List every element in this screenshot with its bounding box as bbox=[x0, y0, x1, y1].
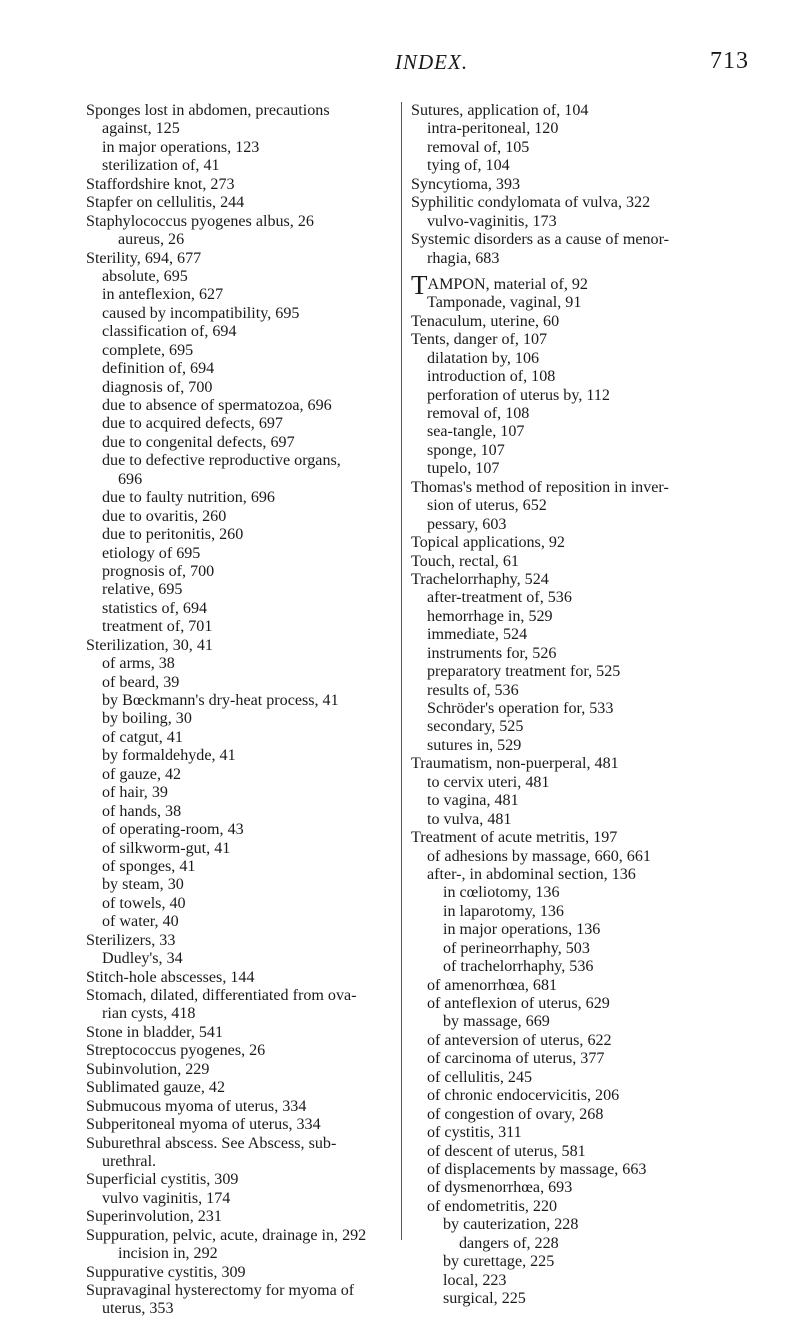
index-subentry: of cellulitis, 245 bbox=[427, 1068, 533, 1086]
index-subentry: of chronic endocervicitis, 206 bbox=[427, 1087, 620, 1105]
column-divider bbox=[401, 102, 402, 1240]
index-subentry: by boiling, 30 bbox=[102, 710, 192, 728]
index-subentry: of beard, 39 bbox=[102, 673, 180, 691]
index-subentry: vulvo vaginitis, 174 bbox=[102, 1189, 231, 1207]
index-subentry: of congestion of ovary, 268 bbox=[427, 1105, 604, 1123]
index-subentry: complete, 695 bbox=[102, 341, 194, 359]
index-subentry: due to defective reproductive organs, bbox=[102, 452, 341, 470]
index-subentry: removal of, 105 bbox=[427, 138, 530, 156]
index-subentry: of anteversion of uterus, 622 bbox=[427, 1031, 612, 1049]
index-subentry: urethral. bbox=[102, 1152, 157, 1170]
index-subentry: surgical, 225 bbox=[443, 1290, 526, 1307]
running-title: INDEX. bbox=[395, 50, 469, 74]
index-subentry: caused by incompatibility, 695 bbox=[102, 304, 300, 322]
index-entry: Treatment of acute metritis, 197 bbox=[411, 829, 618, 847]
index-subentry: due to congenital defects, 697 bbox=[102, 433, 295, 451]
index-subentry: of arms, 38 bbox=[102, 655, 175, 673]
index-subentry: dangers of, 228 bbox=[459, 1234, 559, 1252]
index-subentry: pessary, 603 bbox=[427, 515, 507, 533]
index-entry: Syncytioma, 393 bbox=[411, 175, 521, 193]
index-subentry: of gauze, 42 bbox=[102, 765, 182, 783]
index-subentry: of operating-room, 43 bbox=[102, 821, 244, 839]
index-subentry: rhagia, 683 bbox=[427, 249, 500, 267]
index-subentry: tying of, 104 bbox=[427, 157, 510, 175]
index-subentry: in laparotomy, 136 bbox=[443, 902, 564, 920]
index-entry: Staffordshire knot, 273 bbox=[86, 175, 235, 193]
index-subentry: sea-tangle, 107 bbox=[427, 423, 525, 441]
index-entry: Suppurative cystitis, 309 bbox=[86, 1263, 246, 1281]
index-subentry: of trachelorrhaphy, 536 bbox=[443, 958, 594, 976]
index-entry: Tents, danger of, 107 bbox=[411, 331, 548, 349]
index-subentry: instruments for, 526 bbox=[427, 644, 557, 662]
index-entry: Stapfer on cellulitis, 244 bbox=[86, 194, 245, 212]
index-subentry: against, 125 bbox=[102, 120, 180, 138]
index-subentry: of water, 40 bbox=[102, 913, 179, 931]
index-subentry: statistics of, 694 bbox=[102, 599, 208, 617]
index-subentry: in major operations, 123 bbox=[102, 138, 260, 156]
index-subentry: of towels, 40 bbox=[102, 894, 186, 912]
index-subentry: definition of, 694 bbox=[102, 360, 215, 378]
index-entry bbox=[411, 269, 741, 300]
index-subentry: incision in, 292 bbox=[118, 1245, 218, 1263]
index-entry: Thomas's method of reposition in inver- bbox=[411, 478, 669, 496]
index-entry: Traumatism, non-puerperal, 481 bbox=[411, 755, 619, 773]
index-subentry: dilatation by, 106 bbox=[427, 349, 540, 367]
index-entry: Superficial cystitis, 309 bbox=[86, 1171, 239, 1189]
index-subentry: perforation of uterus by, 112 bbox=[427, 386, 610, 404]
index-subentry: vulvo-vaginitis, 173 bbox=[427, 212, 557, 230]
index-entry: Stone in bladder, 541 bbox=[86, 1023, 224, 1041]
index-entry: Sponges lost in abdomen, precautions bbox=[86, 102, 330, 119]
page-header bbox=[0, 50, 800, 90]
index-subentry: diagnosis of, 700 bbox=[102, 378, 213, 396]
index-subentry: absolute, 695 bbox=[102, 267, 188, 285]
index-entry: Superinvolution, 231 bbox=[86, 1208, 222, 1226]
index-subentry: due to absence of spermatozoa, 696 bbox=[102, 397, 332, 414]
index-subentry: immediate, 524 bbox=[427, 626, 528, 644]
index-entry: Systemic disorders as a cause of menor- bbox=[411, 231, 669, 249]
index-subentry: etiology of 695 bbox=[102, 544, 201, 562]
index-subentry: Tamponade, vaginal, 91 bbox=[427, 294, 582, 312]
index-subentry: hemorrhage in, 529 bbox=[427, 607, 553, 625]
index-entry: Supravaginal hysterectomy for myoma of bbox=[86, 1282, 355, 1299]
index-subentry: Dudley's, 34 bbox=[102, 950, 183, 968]
index-entry: Syphilitic condylomata of vulva, 322 bbox=[411, 194, 651, 212]
index-entry: Touch, rectal, 61 bbox=[411, 552, 519, 570]
index-entry: Suppuration, pelvic, acute, drainage in, 292 bbox=[86, 1226, 367, 1244]
index-entry: Staphylococcus pyogenes albus, 26 bbox=[86, 212, 314, 230]
index-entry: Sutures, application of, 104 bbox=[411, 102, 589, 119]
index-entry: Trachelorrhaphy, 524 bbox=[411, 570, 549, 588]
index-subentry: classification of, 694 bbox=[102, 323, 237, 341]
index-subentry: introduction of, 108 bbox=[427, 368, 556, 386]
index-subentry: of cystitis, 311 bbox=[427, 1124, 522, 1142]
index-subentry: of displacements by massage, 663 bbox=[427, 1160, 647, 1178]
index-subentry: by formaldehyde, 41 bbox=[102, 747, 236, 765]
index-entry: Subperitoneal myoma of uterus, 334 bbox=[86, 1116, 321, 1134]
index-subentry: by cauterization, 228 bbox=[443, 1216, 579, 1234]
index-subentry: rian cysts, 418 bbox=[102, 1005, 196, 1023]
index-subentry: by curettage, 225 bbox=[443, 1253, 555, 1271]
index-subentry: after-, in abdominal section, 136 bbox=[427, 865, 636, 883]
index-entry: Sterility, 694, 677 bbox=[86, 249, 202, 267]
index-entry: Topical applications, 92 bbox=[411, 534, 565, 552]
index-subentry: local, 223 bbox=[443, 1271, 507, 1289]
index-subentry: results of, 536 bbox=[427, 681, 519, 699]
index-subentry: of anteflexion of uterus, 629 bbox=[427, 995, 610, 1012]
index-entry: Streptococcus pyogenes, 26 bbox=[86, 1042, 266, 1060]
index-entry: Sterilizers, 33 bbox=[86, 931, 176, 949]
index-subentry: due to acquired defects, 697 bbox=[102, 415, 283, 433]
index-subentry: due to faulty nutrition, 696 bbox=[102, 489, 275, 507]
index-entry: Sterilization, 30, 41 bbox=[86, 636, 213, 654]
index-subentry: in major operations, 136 bbox=[443, 921, 601, 939]
index-subentry: due to ovaritis, 260 bbox=[102, 507, 227, 525]
index-subentry: of sponges, 41 bbox=[102, 857, 196, 875]
index-subentry: due to peritonitis, 260 bbox=[102, 526, 244, 544]
index-subentry: of amenorrhœa, 681 bbox=[427, 976, 558, 994]
index-subentry: of carcinoma of uterus, 377 bbox=[427, 1050, 605, 1068]
index-subentry: prognosis of, 700 bbox=[102, 562, 215, 580]
index-subentry: of silkworm-gut, 41 bbox=[102, 839, 231, 857]
index-subentry: intra-peritoneal, 120 bbox=[427, 120, 559, 138]
page-number: 713 bbox=[710, 48, 749, 74]
index-subentry: after-treatment of, 536 bbox=[427, 589, 572, 607]
index-subentry: of hands, 38 bbox=[102, 802, 182, 820]
index-subentry: treatment of, 701 bbox=[102, 618, 213, 636]
index-subentry: sterilization of, 41 bbox=[102, 157, 220, 175]
index-subentry: removal of, 108 bbox=[427, 405, 530, 422]
index-column-left bbox=[86, 102, 416, 1319]
index-subentry: uterus, 353 bbox=[102, 1300, 174, 1318]
index-subentry: of dysmenorrhœa, 693 bbox=[427, 1179, 573, 1197]
index-subentry: aureus, 26 bbox=[118, 231, 185, 249]
index-subentry: tupelo, 107 bbox=[427, 460, 500, 478]
index-entry: Tenaculum, uterine, 60 bbox=[411, 312, 560, 330]
index-subentry: to cervix uteri, 481 bbox=[427, 773, 550, 791]
index-entry: Sublimated gauze, 42 bbox=[86, 1079, 225, 1097]
index-subentry: of descent of uterus, 581 bbox=[427, 1142, 586, 1160]
index-subentry: by Bœckmann's dry-heat process, 41 bbox=[102, 692, 339, 709]
index-entry: Submucous myoma of uterus, 334 bbox=[86, 1097, 307, 1115]
index-subentry: sponge, 107 bbox=[427, 441, 505, 459]
index-subentry: of adhesions by massage, 660, 661 bbox=[427, 847, 651, 865]
index-subentry: sion of uterus, 652 bbox=[427, 497, 547, 515]
index-entry-text: AMPON, material of, 92 bbox=[427, 275, 588, 293]
index-subentry: Schröder's operation for, 533 bbox=[427, 700, 614, 717]
index-subentry: preparatory treatment for, 525 bbox=[427, 663, 621, 681]
index-entry: Stitch-hole abscesses, 144 bbox=[86, 968, 255, 986]
index-subentry: in anteflexion, 627 bbox=[102, 286, 224, 304]
index-subentry: in cœliotomy, 136 bbox=[443, 884, 560, 902]
drop-cap-letter: T bbox=[411, 269, 428, 300]
index-subentry: relative, 695 bbox=[102, 581, 183, 599]
index-subentry: sutures in, 529 bbox=[427, 736, 522, 754]
index-subentry: of perineorrhaphy, 503 bbox=[443, 939, 590, 957]
index-subentry: of hair, 39 bbox=[102, 784, 168, 802]
index-subentry: by massage, 669 bbox=[443, 1013, 550, 1031]
index-subentry: 696 bbox=[118, 470, 143, 488]
index-entry: Stomach, dilated, differentiated from ova- bbox=[86, 987, 357, 1004]
index-subentry: secondary, 525 bbox=[427, 718, 524, 736]
index-column-right bbox=[411, 102, 741, 1308]
index-entry: Suburethral abscess. See Abscess, sub- bbox=[86, 1134, 337, 1152]
index-subentry: of endometritis, 220 bbox=[427, 1197, 558, 1215]
index-entry: Subinvolution, 229 bbox=[86, 1060, 210, 1078]
index-subentry: of catgut, 41 bbox=[102, 728, 183, 746]
index-subentry: by steam, 30 bbox=[102, 876, 184, 894]
index-subentry: to vulva, 481 bbox=[427, 810, 512, 828]
index-subentry: to vagina, 481 bbox=[427, 792, 519, 810]
